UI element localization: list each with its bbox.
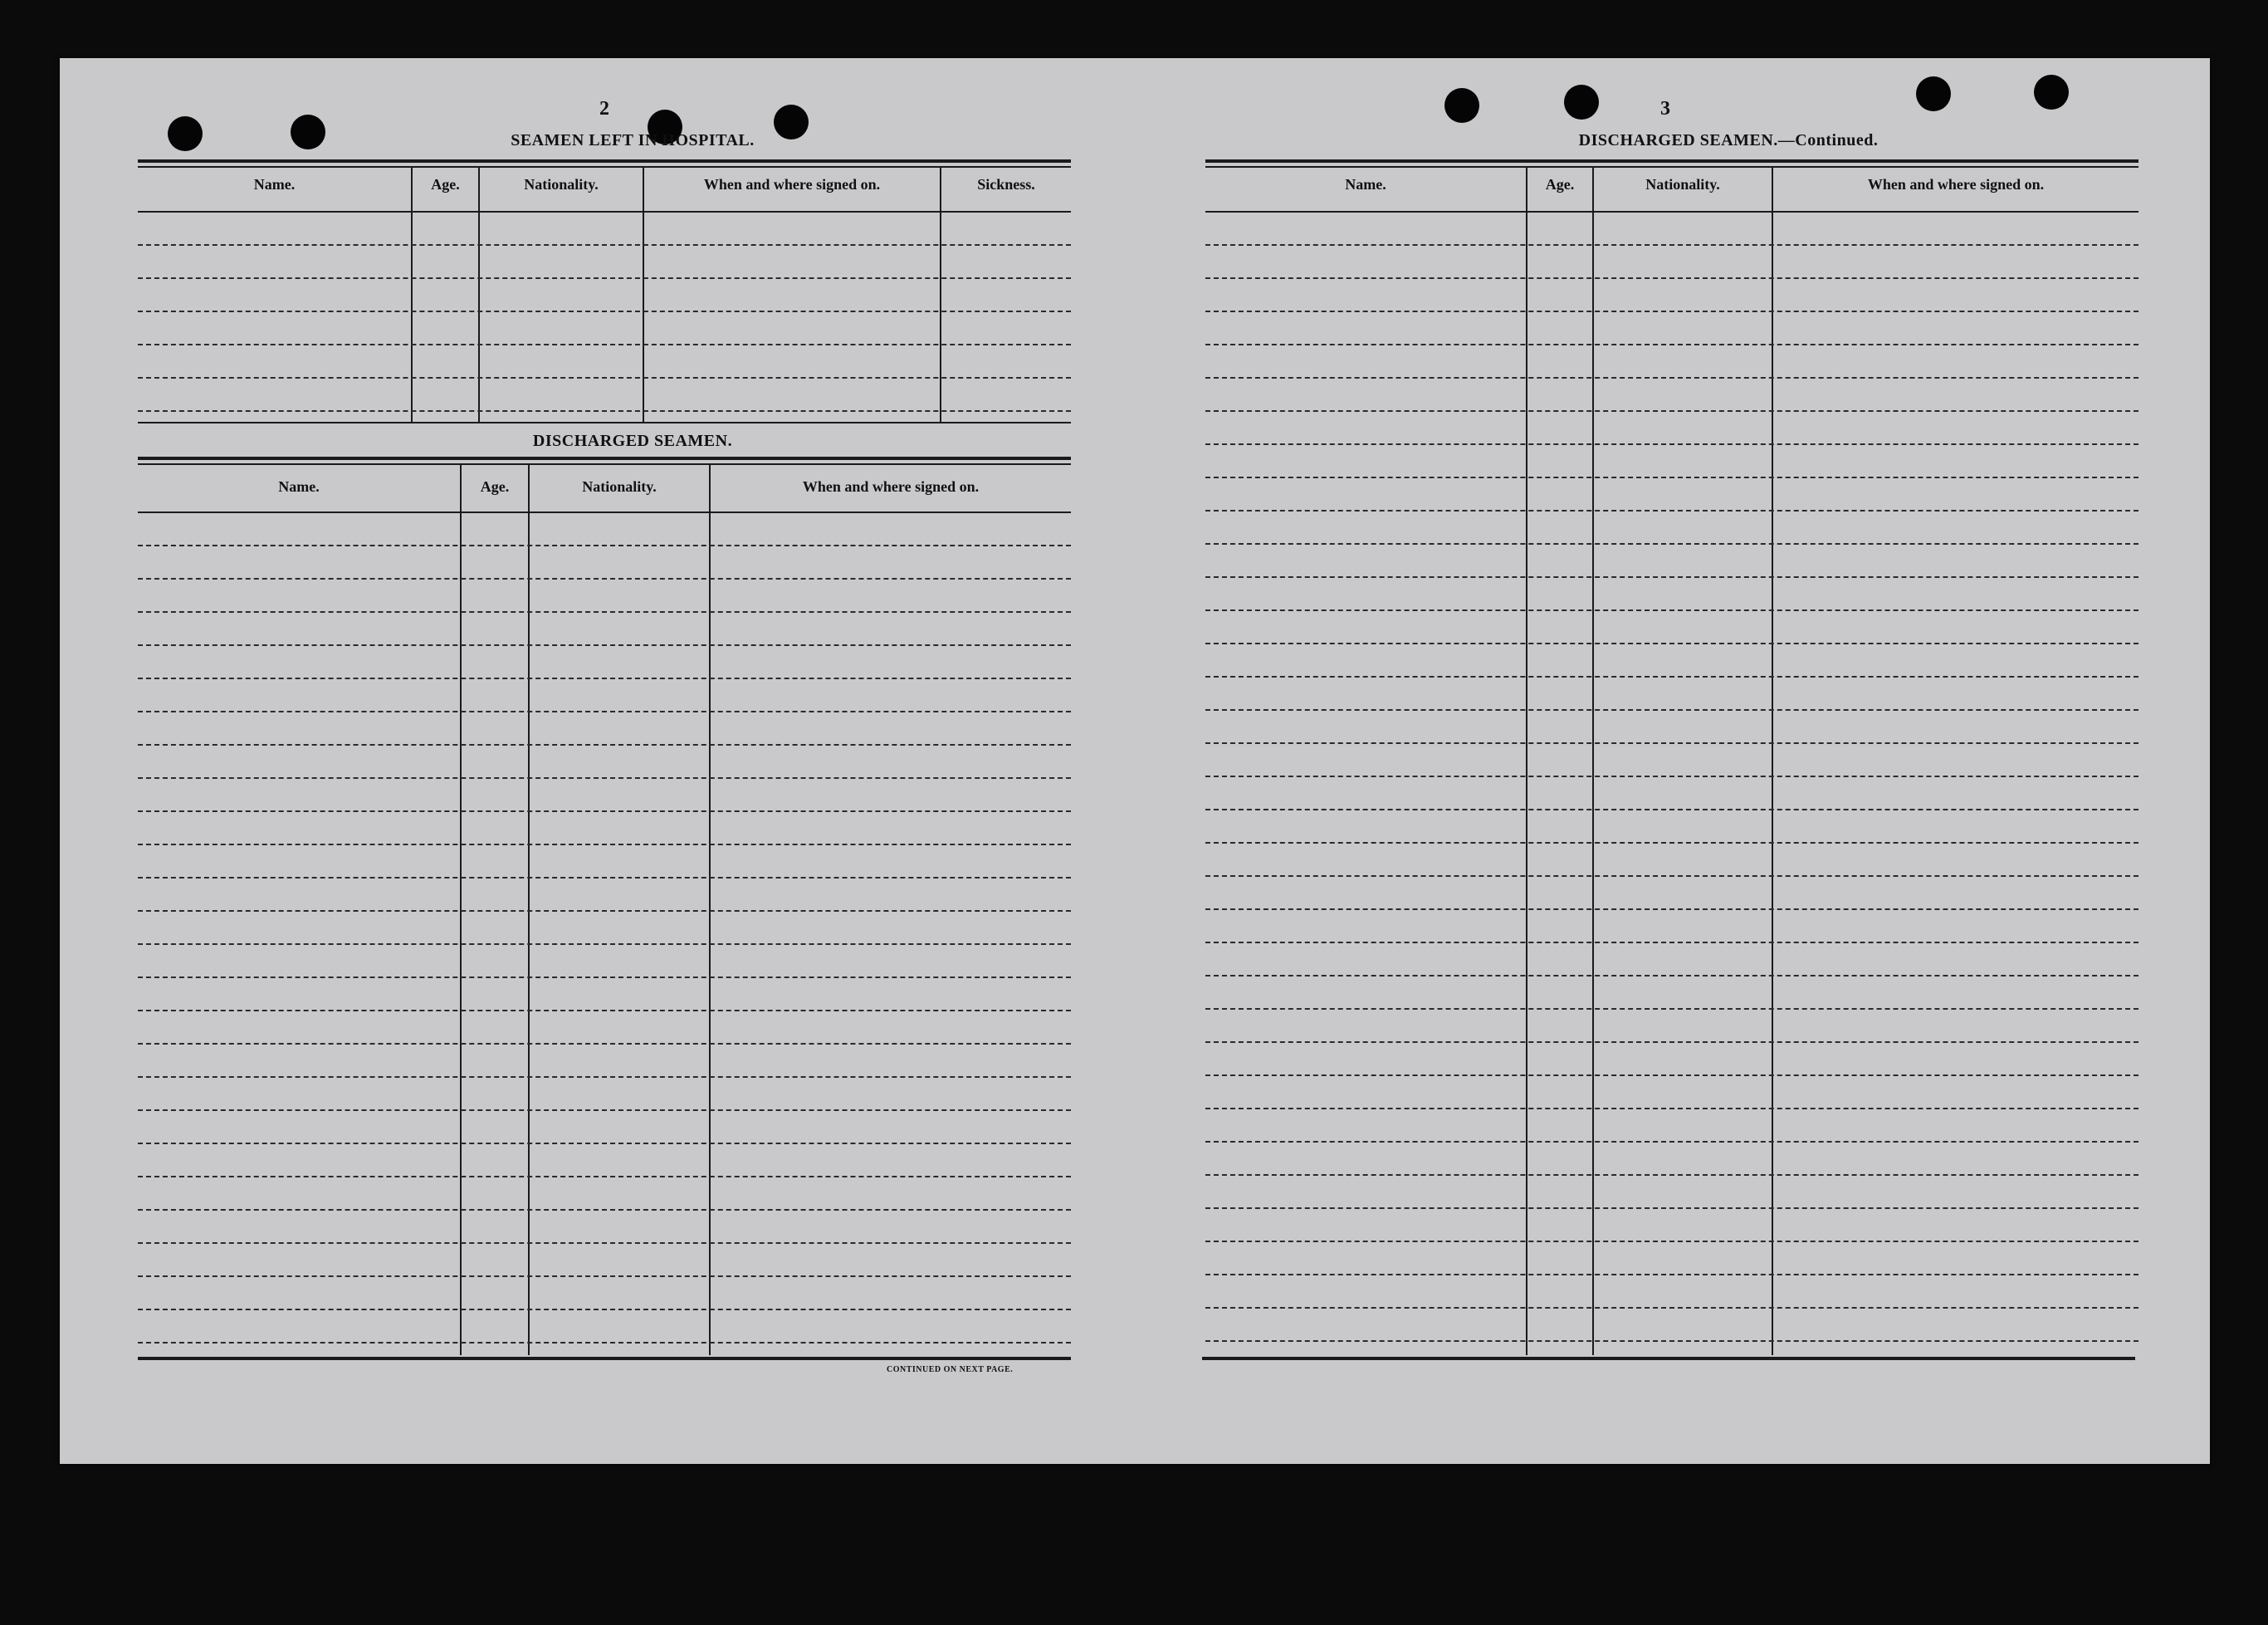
table-top-rule — [138, 463, 1071, 465]
table-row — [138, 410, 1071, 412]
table-row — [138, 377, 1071, 379]
page-number: 2 — [599, 98, 609, 120]
table-top-rule — [1205, 159, 2138, 163]
table-row — [138, 1143, 1071, 1144]
table-row — [138, 1275, 1071, 1277]
column-divider — [1526, 168, 1527, 1355]
table-row — [138, 1010, 1071, 1011]
table-row — [1205, 776, 2138, 777]
punch-hole — [168, 116, 203, 151]
table-row — [1205, 709, 2138, 711]
punch-hole — [1444, 88, 1479, 123]
page-number: 3 — [1660, 98, 1670, 120]
table-row — [1205, 1074, 2138, 1076]
table-row — [138, 744, 1071, 746]
table-row — [1205, 1207, 2138, 1209]
table-row — [1205, 377, 2138, 379]
column-header-name: Name. — [253, 176, 296, 193]
table-top-rule — [1205, 166, 2138, 168]
column-header-signed-on: When and where signed on. — [1867, 176, 2045, 193]
table-row — [138, 910, 1071, 912]
column-header-nationality: Nationality. — [524, 176, 599, 193]
table-row — [138, 244, 1071, 246]
table-bottom-rule — [138, 422, 1071, 423]
column-header-age: Age. — [1545, 176, 1575, 193]
table-row — [138, 644, 1071, 646]
table-top-rule — [138, 457, 1071, 460]
table-bottom-rule — [1202, 1357, 2135, 1360]
table-row — [138, 1109, 1071, 1111]
table-row — [138, 711, 1071, 712]
table-row — [1205, 1340, 2138, 1342]
table-row — [138, 578, 1071, 580]
table-header-rule — [138, 511, 1071, 513]
table-row — [1205, 908, 2138, 910]
table-row — [138, 1309, 1071, 1310]
column-divider — [1592, 168, 1594, 1355]
table-row — [1205, 643, 2138, 644]
table-row — [1205, 311, 2138, 312]
table-row — [138, 976, 1071, 978]
table-row — [138, 678, 1071, 679]
table-top-rule — [138, 166, 1071, 168]
table-row — [138, 1242, 1071, 1244]
discharged-continued-title: DISCHARGED SEAMEN.—Continued. — [1578, 131, 1879, 149]
hospital-section-title: SEAMEN LEFT IN HOSPITAL. — [511, 131, 755, 149]
table-row — [1205, 609, 2138, 611]
table-row — [138, 1076, 1071, 1078]
discharged-section-title: DISCHARGED SEAMEN. — [532, 432, 733, 450]
column-header-name: Name. — [278, 478, 320, 495]
column-header-signed-on: When and where signed on. — [703, 176, 881, 193]
column-divider — [411, 168, 413, 422]
punch-hole — [2034, 75, 2069, 110]
table-row — [138, 311, 1071, 312]
table-row — [1205, 1241, 2138, 1242]
column-divider — [643, 168, 644, 422]
table-row — [1205, 344, 2138, 345]
column-divider — [478, 168, 480, 422]
table-row — [1205, 477, 2138, 478]
table-row — [138, 877, 1071, 879]
table-row — [1205, 543, 2138, 545]
table-row — [138, 844, 1071, 845]
table-row — [138, 943, 1071, 945]
table-row — [1205, 1174, 2138, 1176]
table-row — [1205, 875, 2138, 877]
table-row — [138, 1209, 1071, 1211]
table-row — [1205, 410, 2138, 412]
table-row — [138, 810, 1071, 812]
continued-note: CONTINUED ON NEXT PAGE. — [887, 1365, 1014, 1374]
table-top-rule — [138, 159, 1071, 163]
table-row — [138, 1043, 1071, 1045]
table-row — [1205, 443, 2138, 445]
table-row — [1205, 1108, 2138, 1109]
table-row — [1205, 510, 2138, 511]
table-row — [138, 344, 1071, 345]
table-row — [1205, 676, 2138, 678]
table-row — [1205, 1041, 2138, 1043]
table-row — [138, 277, 1071, 279]
table-row — [138, 611, 1071, 613]
column-header-signed-on: When and where signed on. — [802, 478, 980, 495]
table-row — [1205, 809, 2138, 810]
column-divider — [1772, 168, 1773, 1355]
table-row — [1205, 975, 2138, 976]
column-header-nationality: Nationality. — [582, 478, 657, 495]
table-row — [1205, 942, 2138, 943]
column-header-sickness: Sickness. — [977, 176, 1035, 193]
scanned-document — [60, 58, 2210, 1464]
table-row — [1205, 842, 2138, 844]
table-row — [138, 1342, 1071, 1344]
table-row — [1205, 1141, 2138, 1143]
table-row — [138, 545, 1071, 546]
table-row — [1205, 1307, 2138, 1309]
table-bottom-rule — [138, 1357, 1071, 1360]
table-row — [1205, 576, 2138, 578]
punch-hole — [1916, 76, 1951, 111]
table-row — [1205, 277, 2138, 279]
column-header-nationality: Nationality. — [1645, 176, 1720, 193]
table-row — [1205, 1008, 2138, 1010]
column-header-age: Age. — [431, 176, 460, 193]
punch-hole — [1564, 85, 1599, 120]
table-header-rule — [1205, 211, 2138, 213]
table-header-rule — [138, 211, 1071, 213]
table-row — [1205, 742, 2138, 744]
column-header-age: Age. — [480, 478, 510, 495]
table-row — [138, 1176, 1071, 1177]
table-row — [1205, 244, 2138, 246]
table-row — [1205, 1274, 2138, 1275]
column-header-name: Name. — [1345, 176, 1386, 193]
table-row — [138, 777, 1071, 779]
punch-hole — [291, 115, 325, 149]
column-divider — [940, 168, 941, 422]
